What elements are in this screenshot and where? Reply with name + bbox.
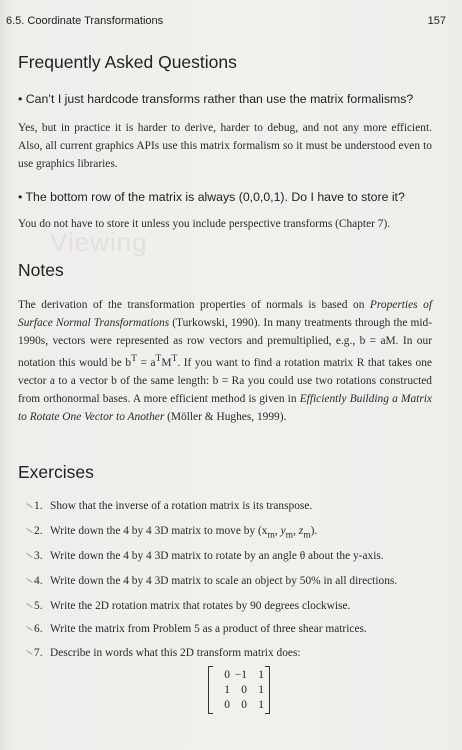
faq-heading: Frequently Asked Questions (18, 52, 237, 72)
exercise-1: 1. Show that the inverse of a rotation matrix is its transpose. (34, 500, 313, 512)
faq-answer-1: Yes, but in practice it is harder to derive, harder to debug, and not any more efficient. Also, all current graphics APIs use this matrix formalism so it must be understood even to use graphics libraries. (18, 122, 432, 171)
matrix-right-bracket (265, 666, 270, 714)
exercise-tick (26, 553, 32, 558)
section-title: 6.5. Coordinate Transformations (6, 15, 164, 27)
matrix-cell: 0 (224, 698, 230, 711)
matrix-row (213, 667, 264, 682)
matrix-row (213, 682, 264, 697)
exercise-tick (26, 578, 32, 583)
transform-matrix (208, 666, 270, 712)
faq-question-1: • Can’t I just hardcode transforms rather than use the matrix formalisms? (18, 92, 414, 106)
running-header (0, 15, 462, 31)
notes-heading: Notes (18, 260, 64, 280)
exercise-7: 7. Describe in words what this 2D transform matrix does: (34, 647, 301, 659)
exercise-5: 5. Write the 2D rotation matrix that rotates by 90 degrees clockwise. (34, 600, 351, 612)
page-number: 157 (427, 15, 446, 27)
bleedthrough-text: Viewing (50, 227, 148, 257)
matrix-table (213, 667, 264, 712)
matrix-row (213, 697, 264, 712)
exercise-6: 6. Write the matrix from Problem 5 as a product of three shear matrices. (34, 623, 367, 635)
matrix-cell: 0 (224, 668, 230, 681)
matrix-cell: 1 (258, 683, 264, 696)
exercises-heading: Exercises (18, 462, 94, 482)
exercise-tick (26, 603, 32, 608)
citation-rotate-vector: Efficiently Building a Matrix to Rotate One Vector to Another (18, 393, 432, 424)
notes-paragraph: The derivation of the transformation properties of normals is based on Properties of Surface Normal Transformations (Turkowski, 1990). In many treatments through the mid-1990s, vectors were represented as row vectors and premultiplied, e.g., b = aM. In our notation this would be $b^T = a^TM^T$. If you want to find a rotation matrix R that takes one vector a to a vector b of the same length: b = Ra you could use two rotations constructed from orthonormal bases. A more efficient method is given in Efficiently Building a Matrix to Rotate One Vector to Another (Möller & Hughes, 1999). (18, 299, 432, 424)
faq-answer-2: You do not have to store it unless you include perspective transforms (Chapter 7). (18, 218, 391, 230)
matrix-cell: 1 (258, 668, 264, 681)
matrix-cell: −1 (234, 668, 247, 681)
exercise-2: 2. Write down the 4 by 4 3D matrix to move by ($x_m$, $y_m$, $z_m$). (34, 525, 318, 541)
matrix-cell: 0 (241, 698, 247, 711)
exercise-4: 4. Write down the 4 by 4 3D matrix to scale an object by 50% in all directions. (34, 575, 398, 587)
matrix-cell: 1 (224, 683, 230, 696)
exercise-tick (26, 503, 32, 508)
matrix-cell: 1 (258, 698, 264, 711)
exercise-tick (26, 650, 32, 655)
matrix-cell: 0 (241, 683, 247, 696)
exercise-tick (26, 528, 32, 533)
faq-question-2: • The bottom row of the matrix is always (0,0,0,1). Do I have to store it? (18, 190, 405, 204)
exercise-3: 3. Write down the 4 by 4 3D matrix to rotate by an angle θ about the y-axis. (34, 550, 384, 562)
exercise-tick (26, 626, 32, 631)
citation-surface-normals: Properties of Surface Normal Transformations (18, 299, 432, 330)
